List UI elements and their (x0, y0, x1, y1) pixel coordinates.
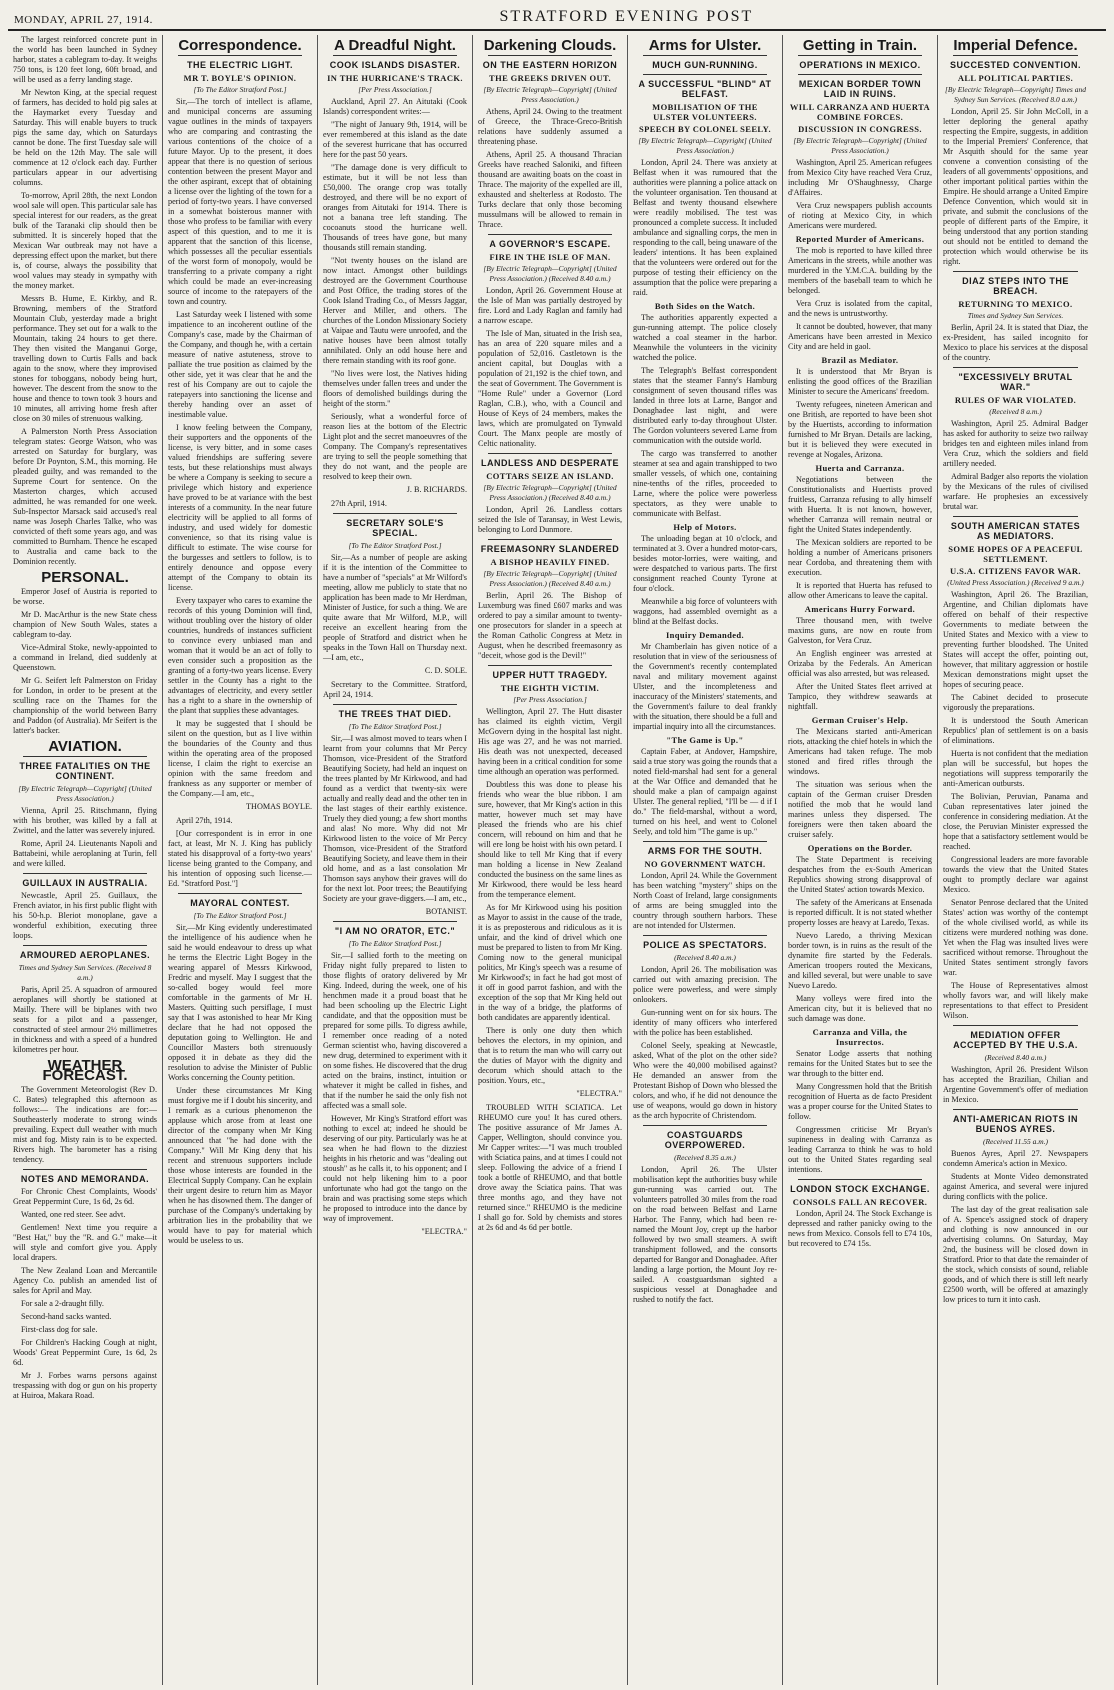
divider (333, 55, 457, 56)
sub-headline: COTTARS SEIZE AN ISLAND. (486, 471, 614, 481)
paragraph: Auckland, April 27. An Aitutaki (Cook Islands) correspondent writes:— (323, 97, 467, 116)
paragraph: "No lives were lost, the Natives hiding themselves under fallen trees and under the floors of demolished buildings during the height of the storm." (323, 369, 467, 408)
paragraph: The situation was serious when the captain of the German cruiser Dresden notified the mob that he would land marines unless they dispersed. The foreigners were then taken aboard the cruiser safely. (788, 780, 932, 839)
article-headline: DIAZ STEPS INTO THE BREACH. (962, 276, 1069, 296)
paragraph: I know feeling between the Company, their supporters and the opponents of the license, is very bitter, and in some cases valued friendships are suffering severe tests, but these relationships must always be where a Company is seeking to secure a privilege which history and experience have proved to be at variance with the best interests of a community. In the near future electricity will be applied to all forms of industry, and used widely for domestic convenience, so that its rising value is difficult to estimate. The wise course for the burgesses and settlers to follow, is to entirely denounce and oppose every attempt of the Company to obtain its license. (168, 423, 312, 592)
issue-date: MONDAY, APRIL 27, 1914. (14, 14, 153, 26)
paragraph: Many volleys were fired into the American city, but it is believed that no such damage was done. (788, 994, 932, 1023)
paragraph: Mr D. MacArthur is the new State chess champion of New South Wales, states a cablegram to-day. (13, 610, 157, 639)
paragraph: The unloading began at 10 o'clock, and terminated at 3. Over a hundred motor-cars, besides motor-lorries, were waiting, and were despatched to various parts. The first consignment reached County Tyrone at four o'clock. (633, 534, 777, 593)
sub-headline: IN THE HURRICANE'S TRACK. (327, 73, 463, 83)
paragraph: Every taxpayer who cares to examine the records of this young Dominion will find, without troubling over the history of older countries, hundreds of instances sufficient to convince every unbiased man and woman that it would be an act of folly to even consider such a proposition as the granting of a forty-two years license. Every settler in the County has a right to the advantages of electricity, and every settler has a right to a share in the ownership of the plant that supplies these advantages. (168, 596, 312, 715)
paragraph: Messrs B. Hume, E. Kirkby, and R. Browning, members of the Stratford Mountain Club, yesterday made a bright performance. They set out for a walk to the Mountain, taking 24 hours to get there. They then visited the Manganui Gorge, travelling down to Curtis Falls and back again to the snow, where they improvised stones for toboggans, nobody being hurt, however. The descent from the snow to the house and thence to town took 3 hours and 10 minutes, all arriving home fresh after close on 30 miles of strenuous walking. (13, 294, 157, 423)
paragraph: The Isle of Man, situated in the Irish sea, has an area of 220 square miles and a population of 52,016. Castletown is the ancient capital, but Douglas with a population of 21,192 is the chief town, and the seat of Government. The Government is "Home Rule" under a Governor (Lord Raglan, C.B.), who, with a Council and House of Keys of 24 members, makes the laws, which are promulgated on Tynwald Court. The Manx people are mostly of Celtic nationality. (478, 329, 622, 448)
article-headline: THREE FATALITIES ON THE CONTINENT. (19, 761, 151, 781)
paragraph: Paris, April 25. A squadron of armoured aeroplanes will shortly be stationed at Mailly. There will be biplanes with two seats for a pilot and a passenger, constructed of steel armour 2½ millimetres in thickness and with a speed of a hundred kilometres per hour. (13, 985, 157, 1054)
paragraph: London, April 24. The Stock Exchange is depressed and rather panicky owing to the news from Mexico. Consols fell to £74 10s, but recovered to £74 15s. (788, 1209, 932, 1248)
paragraph: Sir,—I sallied forth to the meeting on Friday night fully prepared to listen to those flights of oratory delivered by Mr King. Indeed, during the week, one of his henchmen made it a proud boast that he had been schooling up the Electric Light candidate, and that the opposition must be prepared for some pills. To digress awhile, I remember once reading of a noted German scientist who, having discovered a new drug, determined to experiment with it on some fishes. He discovered that the drug acted on the brains, instinct, intuition or whatever it might be called in fishes, and that if the number he said the only fish not affected was a small sole. (323, 951, 467, 1110)
paragraph: London, April 26. Landless cottars seized the Isle of Taransay, in West Lewis, belonging to Lord Dunmore. (478, 505, 622, 534)
signature: BOTANIST. (425, 907, 467, 916)
paragraph: Three thousand men, with twelve maxims guns, are now en route from Galveston, for Vera Cruz. (788, 616, 932, 645)
sub-headline: Inquiry Demanded. (665, 630, 745, 640)
paragraph: It is understood that Mr Bryan is enlisting the good offices of the Brazilian Minister to secure the Americans' freedom. (788, 367, 932, 396)
article-headline: MEXICAN BORDER TOWN LAID IN RUINS. (798, 79, 922, 99)
paragraph: Washington, April 26. President Wilson has accepted the Brazilian, Chilian and Argentine Government's offer of mediation in Mexico. (943, 1065, 1088, 1104)
paragraph: The Bolivian, Peruvian, Panama and Cuban representatives later joined the conference in considering mediation. At the close, the Peruvian Minister expressed the hope that a satisfactory settlement would be reached. (943, 792, 1088, 851)
signature: C. D. SOLE. (424, 666, 467, 675)
paragraph: London, April 26. The Ulster mobilisation kept the authorities busy while gun-running was carried out. The volunteers patrolled 30 miles from the road on the road between Belfast and Larne Harbor. The Fanny, which had been re-named the Mount Joy, crept up the harbor followed by two small steamers. A swift transhipment followed, and the consorts departed for Bangor and Donaghadee. After landing a large portion, the Mount Joy re-sailed. A coastguardsman sighted a suspicious vessel at Donaghadee and rushed to notify the fact. (633, 1165, 777, 1304)
article-headline: MUCH GUN-RUNNING. (652, 60, 758, 70)
paragraph: For Children's Hacking Cough at night, Woods' Great Peppermint Cure, 1s 6d, 2s 6d. (13, 1338, 157, 1367)
paragraph: The cargo was transferred to another steamer at sea and again transhipped to two smaller vessels, of which one, containing nine-tenths of the rifles, proceeded to Larne, where the police were powerless spectators, as they were unable to communicate with Belfast. (633, 449, 777, 518)
article-headline: MAYORAL CONTEST. (190, 898, 290, 908)
sub-headline: "The Game is Up." (666, 735, 744, 745)
article-headline: A GOVERNOR'S ESCAPE. (489, 239, 611, 249)
sub-headline: Carranza and Villa, the Insurrectos. (812, 1027, 908, 1047)
paragraph: It may be suggested that I should be silent on the question, but as I live within the boundaries of the County and thus within the operating area of the proposed license, I claim the right to exercise an opinion with the same freedom and frankness as any supporter or member of the Company.—I am, etc., (168, 719, 312, 798)
paragraph: The Telegraph's Belfast correspondent states that the steamer Fanny's Hamburg consignment of seven thousand rifles was landed in three lots at Larne, Bangor and Donaghadee last night, and were distributed early to-day throughout Ulster. The Gordon volunteers severed Larne from communication with the outside world. (633, 366, 777, 445)
article-columns (8, 35, 1106, 1685)
article-headline: "EXCESSIVELY BRUTAL WAR." (958, 372, 1073, 392)
paragraph: Congressmen criticise Mr Bryan's supineness in dealing with Carranza as leading Carranza to think he was to hold out to the United States regarding seal intentions. (788, 1125, 932, 1174)
paragraph: After the United States fleet arrived at Tampico, they withdrew seawards at nightfall. (788, 682, 932, 711)
sub-headline: WILL CARRANZA AND HUERTA COMBINE FORCES. (789, 102, 931, 122)
paragraph: The Mexicans started anti-American riots, attacking the chief hotels in which the Americans had taken refuge. The mob stoned and fired rifles through the windows. (788, 727, 932, 776)
divider (23, 1169, 147, 1170)
article-headline: LONDON STOCK EXCHANGE. (790, 1184, 930, 1194)
signature: J. B. RICHARDS. (406, 485, 467, 494)
byline: (Received 8.40 a.m.) (984, 1053, 1047, 1062)
divider (643, 1125, 767, 1126)
sub-headline: Help of Motors. (673, 522, 737, 532)
paragraph: Congressional leaders are more favorable towards the view that the United States ought to promptly declare war against Mexico. (943, 855, 1088, 894)
article-headline: ON THE EASTERN HORIZON (482, 60, 618, 70)
divider (798, 1179, 922, 1180)
article-headline: SUCCESTED CONVENTION. (949, 60, 1081, 70)
divider (488, 55, 612, 56)
sub-headline: Operations on the Border. (807, 843, 913, 853)
paragraph: London, April 24. There was anxiety at Belfast when it was rumoured that the authorities were planning a police attack on the volunteer organisation. Ten thousand at Belfast and twenty thousand elsewhere were readily mobilised. The test was pronounced a complete success. It included ambulance and signalling corps, the men in responding to the call, being unaware of the leaders' intentions. It has been explained that the volunteers were ordered out for the purpose of testing their efficiency on the assumption that the police were preparing a raid. (633, 158, 777, 297)
paragraph: Washington, April 26. The Brazilian, Argentine, and Chilian diplomats have offered on behalf of their respective Governments to mediate between the United States and Mexico with a view to preventing further bloodshed. The United States will accept the offer, pointing out, however, that military aggression or hostile Mexican demonstrations might upset the hopes of securing peace. (943, 590, 1088, 689)
masthead (8, 8, 1106, 31)
divider (333, 513, 457, 514)
sub-headline: U.S.A. CITIZENS FAVOR WAR. (950, 566, 1081, 576)
paragraph: Senator Lodge asserts that nothing remains for the United States but to see the war through to the bitter end. (788, 1049, 932, 1078)
paragraph: Sir,—I was almost moved to tears when I learnt from your columns that Mr Percy Thomson, vice-President of the Stratford Beautifying Society, had held an inquest on the trees planted by Mr Kirkwood, and had found as a verdict that twenty-six were actually and really dead and the other ten in the last stages of their earthly existence. Truely they died young; a few short months and alas! No more. Why did not Mr Kirkwood listen to the voice of Mr Percy Thomson, vice-President of the Stratford Beautifying Society, and leave them in their old home, and as a last consolation Mr Thomson says anyhow their graves will do for the next lot. Poor trees; the Beautifying Society are your grave-diggers.—I am, etc., (323, 734, 467, 903)
article-headline: A SUCCESSFUL "BLIND" AT BELFAST. (638, 79, 772, 99)
paragraph: Negotiations between the Constitutionalists and Huertists proved fruitless, Carranza refusing to ally himself with Huerta. It is not known, however, whether Carranza will remain neutral or fight the United States independently. (788, 475, 932, 534)
paragraph: Mr J. Forbes warns persons against trespassing with dog or gun on his property at Huiroa, Makara Road. (13, 1371, 157, 1400)
sub-headline: Both Sides on the Watch. (654, 301, 756, 311)
article-headline: NOTES AND MEMORANDA. (20, 1174, 150, 1184)
column-headline: Arms for Ulster. (648, 37, 762, 54)
article-headline: SOUTH AMERICAN STATES AS MEDIATORS. (950, 521, 1081, 541)
paragraph: Last Saturday week I listened with some impatience to an incoherent outline of the Company's case, made by the Chairman of the Company, and though he, with a certain measure of native astuteness, strove to palliate the true position as claimed by the other side, yet it was clear that he and the rest of his Company are out to cajole the ratepayers into sanctioning the license and thereby handing over an asset of inestimable value. (168, 310, 312, 419)
article-headline: GUILLAUX IN AUSTRALIA. (22, 878, 148, 888)
paragraph: The Mexican soldiers are reported to be holding a number of Americans prisoners near Cordoba, and threatening them with execution. (788, 538, 932, 577)
column-headline: AVIATION. (48, 738, 122, 755)
column-headline: WEATHER FORECAST. (42, 1057, 128, 1084)
paragraph: London, April 26. The mobilisation was carried out with amazing precision. The police were powerless, and were simply onlookers. (633, 965, 777, 1004)
divider (643, 55, 767, 56)
newspaper-title: STRATFORD EVENING POST (499, 8, 754, 25)
byline: [By Electric Telegraph—Copyright] (United Press Association.) (Received 8.40 a.m.) (483, 483, 617, 502)
divider (488, 539, 612, 540)
paragraph: Secretary to the Committee. Stratford, April 24, 1914. (323, 680, 467, 699)
sub-headline: Brazil as Mediator. (821, 355, 899, 365)
column-headline: Darkening Clouds. (483, 37, 617, 54)
sub-headline: DISCUSSION IN CONGRESS. (798, 124, 922, 134)
paragraph: Colonel Seely, speaking at Newcastle, asked, What of the plot on the other side? Who were the 40,000 mobilised against? He demanded an answer from the Protestant Bishop of Down who blessed the colors, and who, if he did not denounce the use of weapons, would go down in history as the arch hypocrite of Christendom. (633, 1041, 777, 1120)
paragraph: Wanted, one red steer. See advt. (21, 1210, 126, 1219)
sub-headline: THE EIGHTH VICTIM. (500, 683, 600, 693)
column-4 (473, 35, 628, 1685)
byline: [By Electric Telegraph—Copyright] (United Press Association.) (Received 8.40 a.m.) (483, 569, 617, 588)
byline: Times and Sydney Sun Services. (Received 8 a.m.) (18, 963, 152, 982)
paragraph: For Chronic Chest Complaints, Woods' Great Peppermint Cure, 1s 6d, 2s 6d. (13, 1187, 157, 1206)
paragraph: To-morrow, April 28th, the next London wool sale will open. This particular sale has special interest for our readers, as the great bulk of the Taranaki clip should then be submitted. It is sincerely hoped that the Mexican War outbreak may not have a depressing effect upon the market, but there is, of course, always the possibility that wool values may steady in sympathy with the money market. (13, 191, 157, 290)
signature: "ELECTRA." (576, 1089, 622, 1098)
paragraph: Admiral Badger also reports the violation by the Mexicans of the rules of civilised warfare. He prophesies an excessively brutal war. (943, 472, 1088, 511)
sub-headline: NO GOVERNMENT WATCH. (644, 859, 766, 869)
paragraph: Second-hand sacks wanted. (21, 1312, 112, 1321)
paragraph: There is only one duty then which behoves the electors, in my opinion, and that is to return the man who will carry out the duties of Mayor with the dignity and decorum which should attach to the position. Yours, etc., (478, 1026, 622, 1085)
byline: [By Electric Telegraph—Copyright] (United Press Association.) (483, 85, 617, 104)
paragraph: London, April 26. Government House at the Isle of Man was partially destroyed by fire. Lord and Lady Raglan and family had a narrow escape. (478, 286, 622, 325)
paragraph: The last day of the great realisation sale of A. Spence's assigned stock of drapery and clothing is now announced in our advertising columns. On Saturday, May 2nd, the business will be closed down in Stratford. Prior to that date the remainder of the stock, which consists of sound, reliable goods, and of which there is still left nearly £2500 worth, will be offered at amazingly low prices to turn it into cash. (943, 1205, 1088, 1304)
byline: (Received 8 a.m.) (989, 407, 1042, 416)
byline: (Received 8.40 a.m.) (674, 953, 736, 962)
article-headline: ARMS FOR THE SOUTH. (647, 846, 763, 856)
paragraph: The New Zealand Loan and Mercantile Agency Co. publish an amended list of sales for April and May. (13, 1266, 157, 1295)
paragraph: For sale a 2-draught filly. (21, 1299, 104, 1308)
sub-headline: CONSOLS FALL AN RECOVER. (792, 1197, 928, 1207)
byline: [By Electric Telegraph—Copyright] (United Press Association.) (Received 8.40 a.m.) (483, 264, 617, 283)
byline: [To The Editor Stratford Post.] (348, 541, 442, 550)
byline: Times and Sydney Sun Services. (967, 311, 1064, 320)
byline: (Received 8.35 a.m.) (674, 1153, 736, 1162)
byline: [Per Press Association.] (358, 85, 432, 94)
article-headline: ANTI-AMERICAN RIOTS IN BUENOS AYRES. (953, 1114, 1078, 1134)
paragraph: Emperor Josef of Austria is reported to be worse. (13, 587, 157, 606)
article-headline: OPERATIONS IN MEXICO. (799, 60, 921, 70)
sub-headline: Huerta and Carranza. (815, 463, 905, 473)
paragraph: Vera Cruz newspapers publish accounts of rioting at Mexico City, in which Americans were murdered. (788, 201, 932, 230)
divider (798, 74, 922, 75)
paragraph: Gun-running went on for six hours. The identity of many officers who interfered with the police has been established. (633, 1008, 777, 1037)
paragraph: Nuevo Laredo, a thriving Mexican border town, is in ruins as the result of the dynamite fire started by the Federals. American troopers routed the Mexicans, and killed several, but were unable to save Nuevo Laredo. (788, 931, 932, 990)
paragraph: Students at Monte Video demonstrated against America, and several were injured during conflicts with the police. (943, 1172, 1088, 1201)
paragraph: Berlin, April 24. It is stated that Diaz, the ex-President, has sailed incognito for Mexico to place his services at the disposal of the country. (943, 323, 1088, 362)
paragraph: London, April 24. While the Government has been watching "mystery" ships on the North Coast of Ireland, large consignments of arms are being smuggled into the country through southern harbors. These are not intended for Ulstermen. (633, 871, 777, 930)
paragraph: 27th April, 1914. (331, 499, 387, 508)
article-headline: THE TREES THAT DIED. (338, 709, 452, 719)
article-headline: THE ELECTRIC LIGHT. (187, 60, 293, 70)
paragraph: Many Congressmen hold that the British recognition of Huerta as de facto President was a proper course for the United States to follow. (788, 1082, 932, 1121)
byline: [Per Press Association.] (513, 695, 587, 704)
paragraph: Vera Cruz is isolated from the capital, and the news is untrustworthy. (788, 299, 932, 318)
paragraph: First-class dog for sale. (21, 1325, 98, 1334)
paragraph: However, Mr King's Stratford effort was nothing to excel at; indeed he should be deserving of our pity. Particularly was he at sea when he had flown to the dizziest heights in his rhetoric and was "dealing out stoush" as he calls it, to his opponent; and I could not help likening him to a poor unfortunate who had got the tango on the brain and was practising some steps which he proposed to introduce into the dance by way of improvement. (323, 1114, 467, 1223)
divider (953, 1025, 1078, 1026)
paragraph: As for Mr Kirkwood using his position as Mayor to assist in the cause of the trade, it is as preposterous and ridiculous as it is unfair, and the kind of drivel which one must be prepared to listen to from Mr King. Coming now to the general municipal politics, Mr King's speech was a resume of Mr Kirkwood's; in fact he had got most of it off in good parrot fashion, and with the exception of the sop that Mr King held out in the way of a bridge, the platforms of both candidates are apparently identical. (478, 903, 622, 1022)
paragraph: The State Department is receiving despatches from the ex-South American Republics showing strong disapproval of the United States' action towards Mexico. (788, 855, 932, 894)
paragraph: "The damage done is very difficult to estimate, but it will be not less than £50,000. The orange crop was totally destroyed, and there will be no export of oranges from Aitutaki for 1914. There is not a banana tree left standing. The cocoanuts stood the hurricane well. Thousands of trees have gone, but many thousands still remain standing. (323, 163, 467, 252)
paragraph: The mob is reported to have killed three Americans in the streets, while another was murdered in the Y.M.C.A. building by the members of the baseball team to which he belonged. (788, 246, 932, 295)
paragraph: Washington, April 25. American refugees from Mexico City have reached Vera Cruz, including Mr O'Shaughnessy, Charge d'Affaires. (788, 158, 932, 197)
column-6 (783, 35, 938, 1685)
paragraph: The Cabinet decided to prosecute vigorously the preparations. (943, 693, 1088, 712)
article-headline: MEDIATION OFFER ACCEPTED BY THE U.S.A. (953, 1030, 1078, 1050)
column-headline: Correspondence. (178, 37, 302, 54)
article-headline: "I AM NO ORATOR, ETC." (334, 926, 456, 936)
sub-headline: Americans Hurry Forward. (804, 604, 916, 614)
paragraph: Sir,—Mr King evidently underestimated the intelligence of his audience when he said he would endeavour to dress up what he terms the Electric Light Bogey in the wearing apparel of Messrs Kirkwood, Fredric and myself. May I suggest that the so-called bogey would feel more comfortable in the garments of Mr H. Masters. Quitting such persiflage, I must say that I was astonished to hear Mr King declare that he had not opposed the deputation going to Wellington. He and Councillor Masters both strenuously opposed it in debate as they did the resolution to advise the Minister of Public Works concerning the County petition. (168, 923, 312, 1082)
paragraph: Mr Chamberlain has given notice of a resolution that in view of the seriousness of the Government's recently contemplated naval and military movement against Ulster, and the incompleteness and inaccuracy of the Ministers' statements, and the Government's failure to deal frankly with the situation, there should be a full and impartial inquiry into all the circumstances. (633, 642, 777, 731)
paragraph: Washington, April 25. Admiral Badger has asked for authority to seize two railway bridges ten and eighteen miles inland from Vera Cruz, which the soldiers and field artillery needed. (943, 419, 1088, 468)
paragraph: Berlin, April 26. The Bishop of Luxemburg was fined £607 marks and was ordered to pay a similar amount to twenty-one prosecutors for slander in a speech at the Roman Catholic Congress at Metz in August, when he described freemasonry as "deceit, whose god is the Devil!" (478, 591, 622, 660)
paragraph: Newcastle, April 25. Guillaux, the French aviator, in his first public flight with his 50-h.p. Bleriot monoplane, gave a wonderful exhibition, executing three loops. (13, 891, 157, 940)
paragraph: An English engineer was arrested at Orizaba by the Federals. An American official was also arrested, but was released. (788, 649, 932, 678)
paragraph: Mr Newton King, at the special request of farmers, has decided to hold pig sales at the Haymarket every Tuesday and Saturday. This will enable buyers to truck pigs the same day, which on Saturdays cannot be done. The first Tuesday sale will be held on the 12th May. The sale will commence at 12 o'clock each day. Further particulars appear in our advertising columns. (13, 88, 157, 187)
divider (488, 453, 612, 454)
divider (488, 665, 612, 666)
paragraph: Sir,—The torch of intellect is aflame, and municipal concerns are assuming vague outlines in the minds of taxpayers who are comparing and contrasting the various contentions of the choice of a future Mayor. Up to the present, it does appear that there is no question of serious contention between the present Mayor and the other aspirant, except that of obtaining a license over the lighting of the town for a period of forty-two years. I have conversed in a somewhat boisterous manner with those who profess to be familiar with every aspect of this question, and to me it is apparent that the sanction of this license, which possesses all the peculiar essentials of the worst form of monopoly, would be transferring to a private company a right which could be made an ever-increasing source of income to the ratepayers of the town and country. (168, 97, 312, 306)
sub-headline: A BISHOP HEAVILY FINED. (490, 557, 610, 567)
paragraph: Rome, April 24. Lieutenants Napoli and Battabeini, while aeroplaning at Turin, fell and were killed. (13, 839, 157, 868)
divider (333, 921, 457, 922)
sub-headline: German Cruiser's Help. (811, 715, 909, 725)
divider (953, 367, 1078, 368)
article-headline: COOK ISLANDS DISASTER. (329, 60, 461, 70)
paragraph: Vienna, April 25. Ritschmann, flying with his brother, was killed by a fall at Zwittel, and the latter was severely injured. (13, 806, 157, 835)
article-headline: SECRETARY SOLE'S SPECIAL. (346, 518, 444, 538)
byline: [By Electric Telegraph—Copyright] (United Press Association.) (18, 784, 152, 803)
paragraph: The House of Representatives almost wholly favors war, and will likely make representations to that effect to President Wilson. (943, 981, 1088, 1020)
paragraph: "The night of January 9th, 1914, will be ever remembered at this island as the date of the severest hurricane that has occurred here for the past 50 years. (323, 120, 467, 159)
paragraph: Sir,—As a number of people are asking if it is the intention of the Committee to have a number of "specials" at Mr Wilford's meeting, allow me publicly to state that no application has been made to Mr Herdman, Minister of Justice, for such a thing. We are quite aware that Mr Wilford, M.P., will receive an excellent hearing from the people of Stratford and district when he speaks in the Town Hall on Thursday next.—I am, etc., (323, 553, 467, 662)
column-3 (318, 35, 473, 1685)
paragraph: London, April 25. Sir John McColl, in a letter deploring the general apathy respecting the Empire, suggests, in addition to the Imperial Premiers' Conference, that Mr Asquith should for the same year convene a convention consisting of the leaders of all governments' oppositions, and other important political parties within the Empire. He should arrange a United Empire Defence Convention, which would sit in private, and submit the conclusions of the people of different parts of the Empire, it being understood that any portion standing out should not be entitled to demand the protection which would otherwise be its right. (943, 107, 1088, 266)
byline: [By Electric Telegraph—Copyright] (United Press Association.) (793, 136, 927, 155)
paragraph: [Our correspondent is in error in one fact, at least, Mr N. J. King has publicly stated his disapproval of a forty-two years' license being granted to the Company, and his intention of opposing such license.—Ed. "Stratford Post."] (168, 829, 312, 888)
divider (23, 873, 147, 874)
column-7 (938, 35, 1093, 1685)
paragraph: TROUBLED WITH SCIATICA. Let RHEUMO cure you! It has cured others. The positive assurance of Mr James A. Capper, Wellington, should convince you. Mr Capper writes:—"I was much troubled with Sciatica pains, and at times I could not sleep. Following the advice of a friend I took a bottle of RHEUMO, and that bottle drove away the Sciatica pains. That was three months ago, and they have not returned since." RHEUMO is the medicine I shall go for. Sold by chemists and stores at 2s 6d and 4s 6d per bottle. (478, 1103, 622, 1232)
column-5 (628, 35, 783, 1685)
sub-headline: SPEECH BY COLONEL SEELY. (639, 124, 771, 134)
divider (333, 704, 457, 705)
sub-headline: THE GREEKS DRIVEN OUT. (489, 73, 611, 83)
column-2 (163, 35, 318, 1685)
signature: "ELECTRA." (421, 1227, 467, 1236)
article-headline: UPPER HUTT TRAGEDY. (492, 670, 608, 680)
divider (643, 74, 767, 75)
article-headline: COASTGUARDS OVERPOWERED. (664, 1130, 746, 1150)
divider (953, 1109, 1078, 1110)
article-headline: ARMOURED AEROPLANES. (19, 950, 151, 960)
paragraph: Twenty refugees, nineteen American and one British, are reported to have been shot by the Huertists, according to information furnished to Mr Bryan. Details are lacking, but it is believed they were executed in revenge at Nogales, Arizona. (788, 400, 932, 459)
paragraph: Huerta is not confident that the mediation plan will be successful, but hopes the negotiations will suppress temporarily the anti-American outbursts. (943, 749, 1088, 788)
divider (488, 234, 612, 235)
paragraph: Athens, April 24. Owing to the treatment of Greece, the Thrace-Greco-British relations have suddenly assumed a threatening phase. (478, 107, 622, 146)
paragraph: Senator Penrose declared that the United States' action was worthy of the contempt of the whole civilised world, as while its citizens were murdered nothing was done. Yet when the Flag was insulted lives were sacrificed without remorse. Throughout the United States sentiment strongly favors war. (943, 898, 1088, 977)
paragraph: Gentlemen! Next time you require a "Best Hat," buy the "R. and G." make—it will style and comfort give you. Apply local drapers. (13, 1223, 157, 1262)
byline: [To The Editor Stratford Post.] (193, 911, 287, 920)
paragraph: The largest reinforced concrete punt in the world has been launched in Sydney harbor, states a cablegram to-day. It weighs 750 tons, is 120 feet long, 60ft broad, and will be used as a ferry landing stage. (13, 35, 157, 84)
sub-headline: MR T. BOYLE'S OPINION. (183, 73, 297, 83)
paragraph: Wellington, April 27. The Hutt disaster has claimed its eighth victim, Vergil McGovern dying in the hospital last night. His age was 27, and he was not married. His death was not unexpected, deceased having been in a critical condition for some time although an operation was performed. (478, 707, 622, 776)
sub-headline: MOBILISATION OF THE ULSTER VOLUNTEERS. (652, 102, 758, 122)
sub-headline: SOME HOPES OF A PEACEFUL SETTLEMENT. (948, 544, 1083, 564)
byline: [To The Editor Stratford Post.] (348, 722, 442, 731)
column-headline: A Dreadful Night. (334, 37, 456, 54)
divider (953, 55, 1078, 56)
divider (953, 271, 1078, 272)
paragraph: Athens, April 25. A thousand Thracian Greeks have reached Saloniki, and fifteen thousand are awaiting boats on the coast in Thrace. The majority of the expelled are ill, exhausted and shelterless at Rodosto. The Turks declare that only those becoming mussulmans will be allowed to remain in Thrace. (478, 150, 622, 229)
paragraph: Buenos Ayres, April 27. Newspapers condemn America's action in Mexico. (943, 1149, 1088, 1168)
divider (643, 841, 767, 842)
byline: [To The Editor Stratford Post.] (193, 85, 287, 94)
paragraph: Doubtless this was done to please his friends who wear the blue ribbon. I am sure, however, that Mr King's action in this matter, however much set may have pleased the friends who are his chief concern, will rebound on him and that he will ere long be hoist with his own petard. I should like to tell Mr King that if every man holding a license in New Zealand conducted the business on the same lines as Mr Kirkwood, there would be less heard from the temperance element. (478, 780, 622, 899)
divider (953, 516, 1078, 517)
byline: [By Electric Telegraph—Copyright] (United Press Association.) (638, 136, 772, 155)
column-headline: Imperial Defence. (953, 37, 1078, 54)
byline: (United Press Association.) (Received 9 a.m.) (947, 578, 1084, 587)
paragraph: Captain Faber, at Andover, Hampshire, said a true story was going the rounds that a noted field-marshal had sent for a general at the War Office and demanded that he should make a plan of campaign against Ulster. The general replied, "I'll be — d if I do." The field-marshal, without a word, turned on his heel, and went to Colonel Seely, and told him "The game is up." (633, 747, 777, 836)
byline: [To The Editor Stratford Post.] (348, 939, 442, 948)
column-headline: Getting in Train. (802, 37, 918, 54)
paragraph: It cannot be doubted, however, that many Americans have been arrested in Mexico City and are held in gaol. (788, 322, 932, 351)
divider (798, 55, 922, 56)
paragraph: The authorities apparently expected a gun-running attempt. The police closely watched a coal steamer in the harbor. Meanwhile the volunteers in the vicinity watched the police. (633, 313, 777, 362)
paragraph: It is understood the South American Republics' plan of settlement is on a basis of eliminations. (943, 716, 1088, 745)
sub-headline: FIRE IN THE ISLE OF MAN. (489, 252, 611, 262)
paragraph: Under these circumstances Mr King must forgive me if I doubt his sincerity, and I remark as a curious phenomenon the applause which arose from at least one director of the company when Mr King announced that "he had done with the Company." Will Mr King deny that his recent and strenuous supporters include those whose interests are founded in the Electrical Supply Company. Can he explain their urgent desire to return him as Mayor when he has disowned them. The danger of purchase of the Company's undertaking by arbitration lies in the probability that we would have to pay for material which would be useless to us. (168, 1086, 312, 1245)
divider (23, 945, 147, 946)
divider (643, 935, 767, 936)
paragraph: The safety of the Americans at Ensenada is reported difficult. It is not stated whether property losses are heavy at Laredo, Texas. (788, 898, 932, 927)
column-headline: PERSONAL. (41, 569, 129, 586)
article-headline: LANDLESS AND DESPERATE (480, 458, 619, 468)
divider (178, 893, 302, 894)
paragraph: Vice-Admiral Stoke, newly-appointed to a command in Ireland, died suddenly at Queenstown. (13, 643, 157, 672)
divider (178, 55, 302, 56)
sub-headline: Reported Murder of Americans. (795, 234, 925, 244)
paragraph: A Palmerston North Press Association telegram states: George Watson, who was arrested on Saturday for burglary, was before Dr Poynton, S.M., this morning. He pleaded guilty, and was remanded to the Supreme Court for sentence. On the Masterton charges, which accused admitted, he was remanded for one week. Sub-Inspector Marsack said accused's real name was Joseph Charles Talke, who was convicted of theft some years ago, and was committed to Burnham. Thence he escaped to Australia and came back to the Dominion recently. (13, 427, 157, 566)
paragraph: "Not twenty houses on the island are now intact. Amongst other buildings destroyed are the Government Courthouse and Post Office, the trading stores of the Cook Island Trading Co., of Messrs Jaggar, Herver and Miller, and others. The churches of the London Missionary Society at Vaipae and Tautu were unroofed, and the native houses have been almost totally annihilated. Only an odd house here and there remain standing with its roof gone. (323, 256, 467, 365)
sub-headline: ALL POLITICAL PARTIES. (957, 73, 1074, 83)
byline: [By Electric Telegraph—Copyright] Times and Sydney Sun Services. (Received 8.0 a.m.) (945, 85, 1086, 104)
sub-headline: RETURNING TO MEXICO. (958, 299, 1073, 309)
article-headline: POLICE AS SPECTATORS. (643, 940, 767, 950)
paragraph: April 27th, 1914. (176, 816, 233, 825)
paragraph: Meanwhile a big force of volunteers with waggons, had assembled overnight as a blind at the Belfast docks. (633, 597, 777, 626)
paragraph: Mr G. Seifert left Palmerston on Friday for London, in order to be present at the sculling race on the Thames for the championship of the world between Barry and Paddon (of Australia). Mr Seifert is the latter's backer. (13, 676, 157, 735)
divider (23, 756, 147, 757)
paragraph: It is reported that Huerta has refused to allow other Americans to leave the capital. (788, 581, 932, 600)
paragraph: Seriously, what a wonderful force of reason lies at the bottom of the Electric Light plot and the secret manoeuvres of the Company. The Company's representatives are trying to sell the people something that they do not want, and the people are resolved to keep their own. (323, 412, 467, 481)
paragraph: The Government Meteorologist (Rev D. C. Bates) telegraphed this afternoon as follows:— The indications are for:—Southeasterly moderate to strong winds prevailing. Expect dull weather with much mist and fog. Misty rain is to be expected. Rivers high. The barometer has a rising tendency. (13, 1085, 157, 1164)
column-1 (8, 35, 163, 1685)
article-headline: FREEMASONRY SLANDERED (480, 544, 620, 554)
byline: (Received 11.55 a.m.) (982, 1137, 1049, 1146)
signature: THOMAS BOYLE. (246, 802, 312, 811)
sub-headline: RULES OF WAR VIOLATED. (954, 395, 1077, 405)
